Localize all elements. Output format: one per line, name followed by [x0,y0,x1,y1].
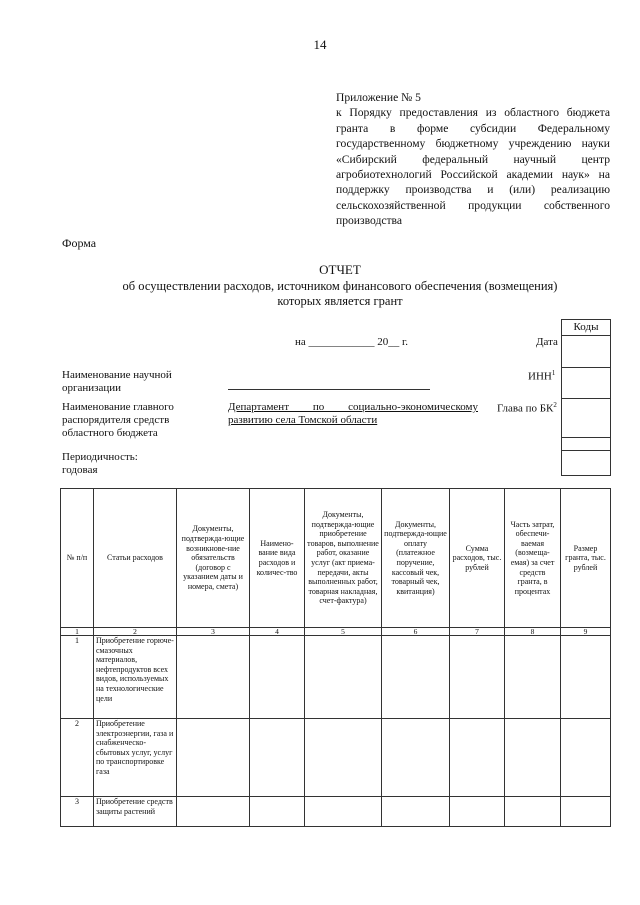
report-subtitle-line1: об осуществлении расходов, источником финансового обеспечения (возмещения) [122,279,558,293]
table-row [61,636,611,719]
empty-cell [505,719,561,797]
col-header: Документы, подтвержда-ющие возникнове-ние обязательств (договор с указанием даты и номера, смета) [177,489,250,628]
row-item: Приобретение горюче-смазочных материалов, нефтепродуктов всех видов, используемых на технологические цели [94,636,177,719]
col-header: № п/п [61,489,94,628]
org-label: Наименование научной организации [62,369,172,394]
col-header: Статьи расходов [94,489,177,628]
empty-cell [505,636,561,719]
table-header-row [61,489,611,628]
column-numbers-row [61,628,611,636]
empty-cell [450,719,505,797]
column-number: 9 [561,628,611,636]
col-header: Часть затрат, обеспечи-ваемая (возмеща-емая) за счет средств гранта, в процентах [505,489,561,628]
column-number: 8 [505,628,561,636]
periodicity-value: годовая [62,464,98,476]
row-number: 2 [61,719,94,797]
report-subtitle-line2: которых является грант [277,294,403,308]
code-cell-inn [562,367,610,398]
codes-header: Коды [573,321,599,333]
page-number: 14 [313,37,327,52]
column-number: 5 [305,628,382,636]
org-name-line [228,374,430,390]
bk-label: Глава по $БК^2$ [497,401,557,415]
table-row [61,797,611,827]
empty-cell [561,719,611,797]
form-label: Форма [62,236,97,250]
appendix-text: к Порядку предоставления из областного бюджета гранта в форме субсидии Федеральному государственному бюджетному учреждению науки «Сибирский федеральный научный центр агробиотехнологий Российской академии наук» на поддержку производства и (или) реализацию сельскохозяйственной продукции собственного производства [336,106,610,228]
row-item: Приобретение средств защиты растений [94,797,177,827]
expenses-table [60,488,611,827]
date-label: Дата [536,336,558,348]
column-number: 2 [94,628,177,636]
empty-cell [382,636,450,719]
code-cell-extra [562,437,610,450]
empty-cell [382,719,450,797]
report-date-line: на ____________ 20__ г. [295,336,409,348]
code-cell-date [562,335,610,367]
col-header: Сумма расходов, тыс. рублей [450,489,505,628]
empty-cell [250,636,305,719]
inn-label: ИНН$^1$ [528,369,556,383]
row-number: 1 [61,636,94,719]
empty-cell [177,636,250,719]
distributor-value-line1: Департамент по социально-экономическому [228,401,478,413]
appendix-title: Приложение № 5 [336,91,421,104]
col-header: Размер гранта, тыс. рублей [561,489,611,628]
empty-cell [561,636,611,719]
codes-box [561,319,611,476]
code-cell-bk [562,398,610,437]
column-number: 6 [382,628,450,636]
distributor-value-line2: развитию села Томской области [228,414,378,426]
empty-cell [561,797,611,827]
empty-cell [505,797,561,827]
table-row [61,719,611,797]
empty-cell [305,719,382,797]
col-header: Документы, подтвержда-ющие оплату (платежное поручение, кассовый чек, товарный чек, квитанция) [382,489,450,628]
empty-cell [450,797,505,827]
col-header: Наимено-вание вида расходов и количес-тво [250,489,305,628]
column-number: 4 [250,628,305,636]
empty-cell [305,636,382,719]
empty-cell [250,719,305,797]
periodicity-label: Периодичность: [62,451,138,463]
code-cell-period [562,450,610,475]
empty-cell [450,636,505,719]
row-item: Приобретение электроэнергии, газа и снабженческо-сбытовых услуг, услуг по транспортировке газа [94,719,177,797]
empty-cell [250,797,305,827]
distributor-label: Наименование главного распорядителя средств областного бюджета [62,401,174,439]
empty-cell [177,797,250,827]
report-title: ОТЧЕТ [319,262,361,277]
column-number: 3 [177,628,250,636]
row-number: 3 [61,797,94,827]
empty-cell [177,719,250,797]
column-number: 7 [450,628,505,636]
column-number: 1 [61,628,94,636]
col-header: Документы, подтвержда-ющие приобретение товаров, выполнение работ, оказание услуг (акт приема-передачи, акты выполненных работ, товарная накладная, счет-фактура) [305,489,382,628]
appendix-block [336,90,610,229]
empty-cell [382,797,450,827]
empty-cell [305,797,382,827]
